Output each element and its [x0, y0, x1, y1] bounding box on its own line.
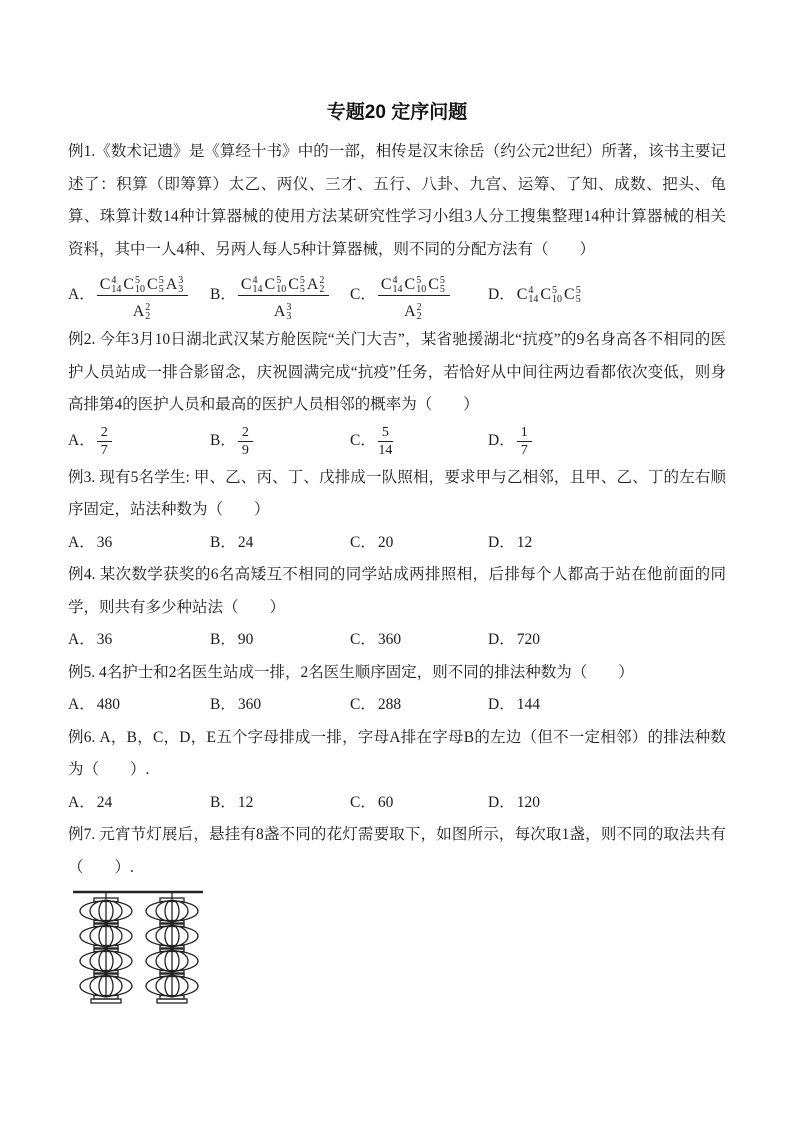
option-c — [350, 527, 488, 560]
option-label: B． — [210, 285, 236, 303]
option-fraction: $\frac{2}{7}$ — [97, 425, 112, 458]
option-label: A． — [68, 432, 95, 450]
option-formula: C 4 14 C 5 10 C 5 5 A 2 2 — [378, 269, 450, 321]
option-value: 36 — [96, 533, 113, 551]
lantern-figure — [70, 888, 726, 1008]
option-formula: C 4 14 C 5 10 C 5 5 — [516, 285, 581, 306]
option-label: A． — [68, 793, 95, 811]
option-d — [488, 689, 726, 722]
option-b — [210, 269, 350, 321]
option-c — [350, 425, 488, 458]
option-b — [210, 689, 350, 722]
option-d — [488, 527, 726, 560]
option-a — [68, 527, 210, 560]
option-a — [68, 269, 210, 321]
option-value: 90 — [237, 631, 254, 648]
option-c — [350, 787, 488, 820]
option-c — [350, 624, 488, 657]
question-1-options — [68, 266, 726, 324]
option-value: 24 — [96, 793, 113, 811]
option-d — [488, 787, 726, 820]
option-label: D． — [488, 631, 515, 648]
option-c — [350, 689, 488, 722]
question-3 — [68, 462, 726, 560]
option-label: A． — [68, 696, 95, 713]
question-7 — [68, 819, 726, 1008]
question-1 — [68, 136, 726, 324]
option-formula: C 4 14 C 5 10 C 5 5 A 2 2 A 3 3 — [238, 269, 330, 321]
option-label: C． — [350, 533, 376, 551]
option-label: D． — [488, 533, 515, 551]
option-label: D． — [488, 696, 515, 713]
option-value: 120 — [516, 793, 540, 811]
option-label: C． — [350, 432, 376, 450]
option-value: 720 — [516, 631, 540, 648]
option-a — [68, 787, 210, 820]
option-label: C． — [350, 285, 376, 303]
option-value: 12 — [237, 793, 254, 811]
option-b — [210, 787, 350, 820]
option-label: A． — [68, 631, 95, 648]
option-a — [68, 689, 210, 722]
option-value: 60 — [377, 793, 394, 811]
option-label: A． — [68, 533, 95, 551]
option-a — [68, 425, 210, 458]
question-text: 例7. 元宵节灯展后，悬挂有8盏不同的花灯需要取下，如图所示，每次取1盏，则不同的取法共有（ ）. — [68, 826, 726, 876]
option-label: D． — [488, 793, 515, 811]
option-label: C． — [350, 793, 376, 811]
option-d — [488, 425, 726, 458]
option-label: D． — [488, 285, 515, 303]
option-label: B． — [210, 533, 236, 551]
option-label: C． — [350, 631, 376, 648]
question-3-options — [68, 527, 726, 560]
question-6-options — [68, 787, 726, 820]
option-value: 144 — [516, 696, 540, 713]
option-a — [68, 624, 210, 657]
option-value: 24 — [237, 533, 254, 551]
option-value: 36 — [96, 631, 113, 648]
option-b — [210, 425, 350, 458]
option-value: 12 — [516, 533, 533, 551]
option-value: 480 — [96, 696, 120, 713]
question-text: 例1.《数术记遗》是《算经十书》中的一部，相传是汉末徐岳（约公元2世纪）所著，该书主要记述了：积算（即筹算）太乙、两仪、三才、五行、八卦、九宫、运筹、了知、成数、把头、龟算、珠算计数14种计算器械的使用方法某研究性学习小组3人分工搜集整理14种计算器械的相关资料，其中一人4种、另两人每人5种计算器械，则不同的分配方法有（ ） — [68, 143, 726, 258]
question-text: 例5. 4名护士和2名医生站成一排，2名医生顺序固定，则不同的排法种数为（ ） — [68, 663, 634, 681]
option-label: B． — [210, 793, 236, 811]
page-title: 专题20 定序问题 — [326, 102, 468, 123]
option-b — [210, 624, 350, 657]
option-label: B． — [210, 432, 236, 450]
question-text: 例2. 今年3月10日湖北武汉某方舱医院“关门大吉”，某省驰援湖北“抗疫”的9名身高各不相同的医护人员站成一排合影留念，庆祝圆满完成“抗疫”任务，若恰好从中间往两边看都依次变低，则身高排第4的医护人员和最高的医护人员相邻的概率为（ ） — [68, 331, 726, 413]
option-formula: C 4 14 C 5 10 C 5 5 A 3 3 A 2 2 — [97, 269, 189, 321]
question-text: 例4. 某次数学获奖的6名高矮互不相同的同学站成两排照相，后排每个人都高于站在他前面的同学，则共有多少种站法（ ） — [68, 566, 726, 616]
option-fraction: $\frac{1}{7}$ — [517, 425, 532, 458]
option-value: 360 — [377, 631, 402, 648]
option-value: 20 — [377, 533, 394, 551]
option-c — [350, 269, 488, 321]
question-2-options — [68, 422, 726, 462]
option-label: B． — [210, 631, 236, 648]
option-b — [210, 527, 350, 560]
option-label: A． — [68, 285, 95, 303]
option-d — [488, 279, 726, 312]
question-text: 例3. 现有5名学生: 甲、乙、丙、丁、戊排成一队照相，要求甲与乙相邻，且甲、乙、丁的左右顺序固定，站法种数为（ ） — [68, 468, 726, 518]
question-4-options — [68, 624, 726, 657]
option-fraction: $\frac{5}{14}$ — [378, 425, 393, 458]
question-5 — [68, 657, 726, 722]
option-label: D． — [488, 432, 515, 450]
question-4 — [68, 559, 726, 657]
question-2 — [68, 324, 726, 462]
question-5-options — [68, 689, 726, 722]
option-value: 360 — [237, 696, 262, 713]
option-value: 288 — [377, 696, 402, 713]
question-6 — [68, 722, 726, 820]
option-label: C． — [350, 696, 376, 713]
option-label: B． — [210, 696, 236, 713]
option-d — [488, 624, 726, 657]
hanging-lanterns-illustration — [70, 888, 210, 1008]
option-fraction: $\frac{2}{9}$ — [238, 425, 253, 458]
question-text: 例6. A，B，C，D，E五个字母排成一排，字母A排在字母B的左边（但不一定相邻）的排法种数为（ ）. — [68, 728, 726, 778]
